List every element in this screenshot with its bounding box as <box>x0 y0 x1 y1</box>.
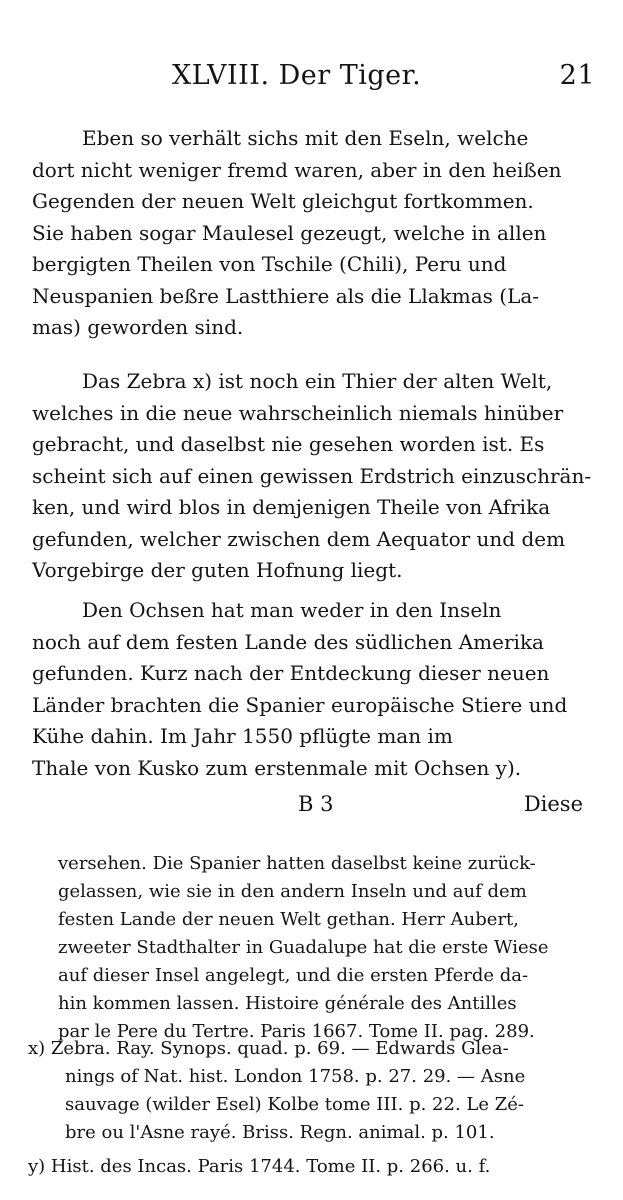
text-line: Thale von Kusko zum erstenmale mit Ochsen y). <box>32 755 522 780</box>
paragraph-3 <box>32 595 592 784</box>
footnote-line: hin kommen lassen. Histoire générale des Antilles <box>58 993 517 1014</box>
page-title: XLVIII. Der Tiger. <box>172 60 422 91</box>
text-line: bergigten Theilen von Tschile (Chili), Peru und <box>32 252 507 276</box>
text-line: welches in die neue wahrscheinlich niemals hinüber <box>32 400 564 425</box>
text-line: noch auf dem festen Lande des südlichen Amerika <box>32 629 544 654</box>
text-line: gebracht, und daselbst nie gesehen worden ist. Es <box>32 432 545 456</box>
footnote-line: gelassen, wie sie in den andern Inseln und auf dem <box>58 881 527 902</box>
footnote-continuation <box>58 850 598 1046</box>
footnote-line: sauvage (wilder Esel) Kolbe tome III. p. 22. Le Zé- <box>65 1094 524 1115</box>
text-line: Vorgebirge der guten Hofnung liegt. <box>32 558 403 582</box>
footnote-line: bre ou l'Asne rayé. Briss. Regn. animal. p. 101. <box>65 1122 495 1143</box>
footnotes <box>28 1035 598 1187</box>
paragraph-2 <box>32 366 592 587</box>
signature-mark: B 3 <box>298 792 334 816</box>
footnote-line: x) Zebra. Ray. Synops. quad. p. 69. — Edwards Glea- <box>28 1038 509 1059</box>
page-number: 21 <box>559 60 595 91</box>
text-line: scheint sich auf einen gewissen Erdstrich einzuschrän- <box>32 463 592 488</box>
text-line: Gegenden der neuen Welt gleichgut fortkommen. <box>32 189 534 213</box>
text-line: Eben so verhält sichs mit den Eseln, welche <box>82 126 529 150</box>
footnote-line: par le Pere du Tertre. Paris 1667. Tome II. pag. 289. <box>58 1021 535 1042</box>
text-line: Länder brachten die Spanier europäische Stiere und <box>32 692 568 717</box>
text-line: Neuspanien beßre Lastthiere als die Llakmas (La- <box>32 283 540 308</box>
catchword: Diese <box>523 792 583 816</box>
text-line: ken, und wird blos in demjenigen Theile von Afrika <box>32 495 551 519</box>
text-line: gefunden. Kurz nach der Entdeckung dieser neuen <box>32 661 550 685</box>
text-line: dort nicht weniger fremd waren, aber in den heißen <box>32 157 562 182</box>
text-line: mas) geworden sind. <box>32 315 244 339</box>
text-line: Kühe dahin. Im Jahr 1550 pflügte man im <box>32 724 453 748</box>
text-line: gefunden, welcher zwischen dem Aequator und dem <box>32 526 566 551</box>
footnote-line: nings of Nat. hist. London 1758. p. 27. 29. — Asne <box>65 1066 526 1087</box>
footnote-line: zweeter Stadthalter in Guadalupe hat die erste Wiese <box>58 937 549 958</box>
text-line: Das Zebra x) ist noch ein Thier der alten Welt, <box>82 369 553 393</box>
paragraph-1 <box>32 123 592 344</box>
footnote-line: auf dieser Insel angelegt, und die ersten Pferde da- <box>58 965 529 986</box>
footnote-line: versehen. Die Spanier hatten daselbst keine zurück- <box>58 853 536 874</box>
text-line: Den Ochsen hat man weder in den Inseln <box>82 598 502 622</box>
text-line: Sie haben sogar Maulesel gezeugt, welche in allen <box>32 220 547 245</box>
footnote-y <box>28 1153 598 1181</box>
footnote-line: y) Hist. des Incas. Paris 1744. Tome II. p. 266. u. f. <box>28 1156 491 1177</box>
footnote-line: festen Lande der neuen Welt gethan. Herr Aubert, <box>58 909 520 930</box>
footnote-x <box>28 1035 598 1147</box>
running-header <box>0 60 623 100</box>
signature-line <box>0 792 623 822</box>
